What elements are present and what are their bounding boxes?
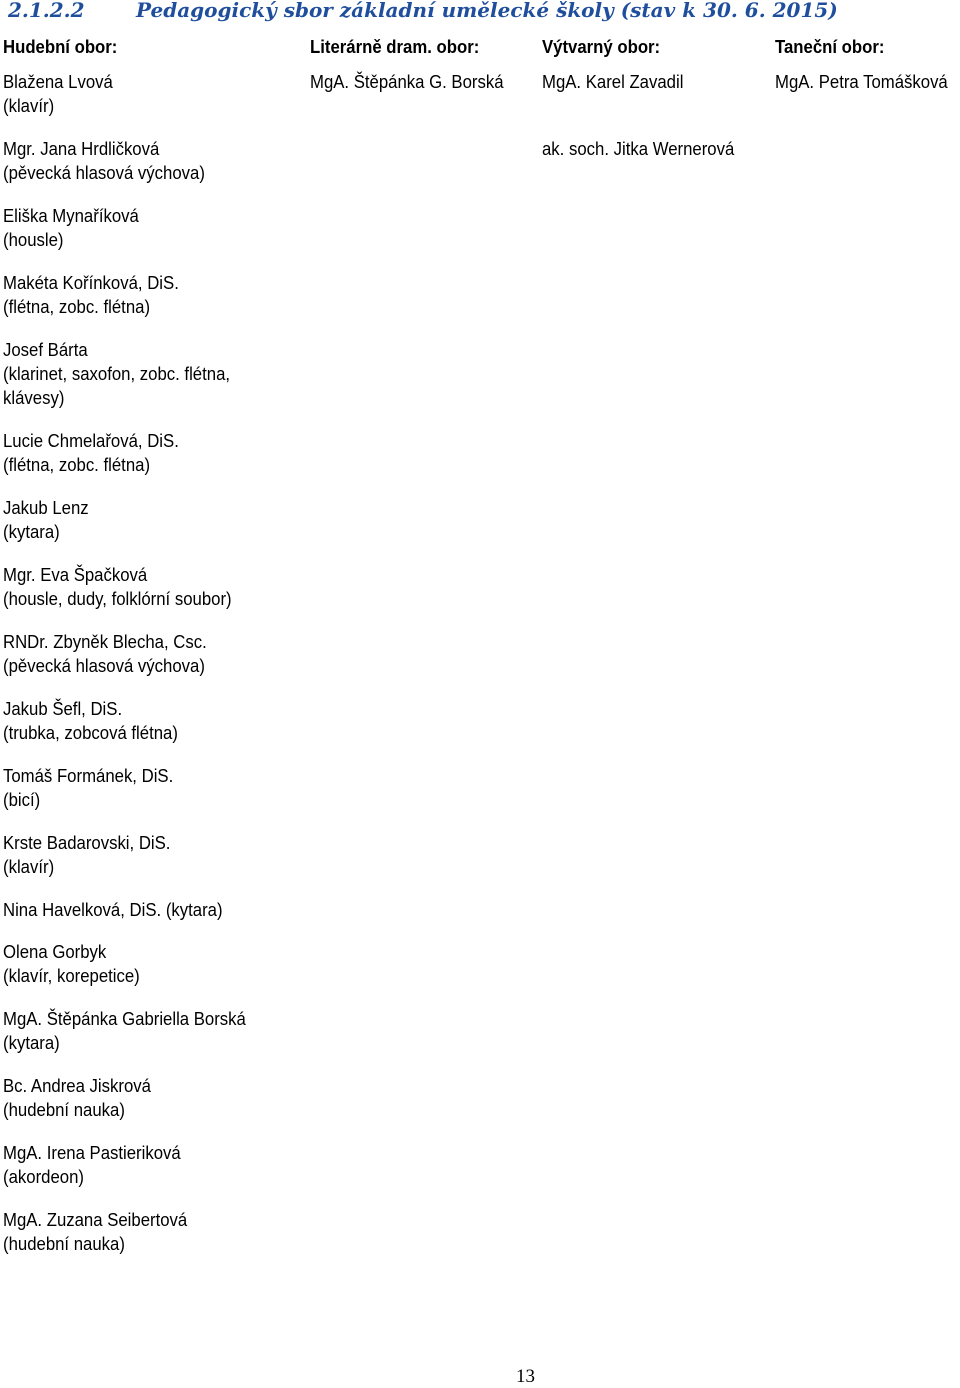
section-title: Pedagogický sbor základní umělecké školy (stav k 30. 6. 2015): [136, 0, 838, 22]
teacher-entry: [542, 137, 734, 161]
teacher-entry: [3, 563, 232, 611]
teacher-entry: [3, 1007, 246, 1055]
teacher-entry: [3, 496, 89, 544]
teacher-entry: [3, 697, 178, 745]
teacher-subject: (housle): [3, 230, 64, 250]
teacher-name: MgA. Štěpánka G. Borská: [310, 72, 504, 92]
teacher-name: MgA. Štěpánka Gabriella Borská: [3, 1009, 246, 1029]
teacher-name: Mgr. Jana Hrdličková: [3, 139, 160, 159]
column-title-hudebni: Hudební obor:: [3, 37, 118, 57]
teacher-entry: [3, 630, 207, 678]
teacher-subject: (hudební nauka): [3, 1100, 125, 1120]
teacher-name: RNDr. Zbyněk Blecha, Csc.: [3, 632, 207, 652]
teacher-name: ak. soch. Jitka Wernerová: [542, 139, 735, 159]
page-number: 13: [516, 1366, 535, 1387]
section-number: 2.1.2.2: [8, 0, 85, 22]
teacher-entry: [3, 898, 223, 922]
teacher-entry: [3, 831, 170, 879]
teacher-subject: (klavír, korepetice): [3, 966, 140, 986]
teacher-entry: [3, 764, 173, 812]
teacher-entry: [3, 940, 140, 988]
teacher-subject: (kytara): [3, 1033, 60, 1053]
teacher-name: Nina Havelková, DiS. (kytara): [3, 900, 223, 920]
teacher-entry: [3, 1208, 187, 1256]
teacher-entry: [3, 137, 205, 185]
teacher-entry: [775, 70, 948, 94]
teacher-name: Jakub Lenz: [3, 498, 89, 518]
teacher-subject: (housle, dudy, folklórní soubor): [3, 589, 232, 609]
teacher-name: Mgr. Eva Špačková: [3, 565, 148, 585]
teacher-subject: (flétna, zobc. flétna): [3, 455, 151, 475]
teacher-name: Krste Badarovski, DiS.: [3, 833, 171, 853]
column-title-literarne: Literárně dram. obor:: [310, 37, 480, 57]
teacher-name: Jakub Šefl, DiS.: [3, 699, 123, 719]
teacher-subject: (klavír): [3, 96, 55, 116]
teacher-entry: [3, 338, 230, 410]
teacher-name: MgA. Karel Zavadil: [542, 72, 684, 92]
teacher-entry: [310, 70, 504, 94]
teacher-entry: [3, 70, 113, 118]
teacher-entry: [3, 271, 179, 319]
teacher-subject: (bicí): [3, 790, 41, 810]
teacher-name: Josef Bárta: [3, 340, 88, 360]
teacher-entry: [3, 1074, 151, 1122]
teacher-name: MgA. Irena Pastieriková: [3, 1143, 181, 1163]
teacher-subject: (kytara): [3, 522, 60, 542]
teacher-name: Makéta Kořínková, DiS.: [3, 273, 179, 293]
teacher-subject: (pěvecká hlasová výchova): [3, 163, 205, 183]
teacher-subject: (pěvecká hlasová výchova): [3, 656, 205, 676]
teacher-subject: (flétna, zobc. flétna): [3, 297, 151, 317]
teacher-entry: [542, 70, 683, 94]
section-heading: [8, 0, 838, 26]
teacher-entry: [3, 429, 179, 477]
column-title-tanecni: Taneční obor:: [775, 37, 885, 57]
teacher-name: Tomáš Formánek, DiS.: [3, 766, 174, 786]
teacher-name: Blažena Lvová: [3, 72, 113, 92]
teacher-name: MgA. Petra Tomášková: [775, 72, 948, 92]
teacher-subject: (klarinet, saxofon, zobc. flétna,: [3, 364, 231, 384]
teacher-subject: (hudební nauka): [3, 1234, 125, 1254]
teacher-name: Eliška Mynaříková: [3, 206, 139, 226]
teacher-name: Bc. Andrea Jiskrová: [3, 1076, 151, 1096]
column-title-vytvarny: Výtvarný obor:: [542, 37, 661, 57]
teacher-subject: (akordeon): [3, 1167, 84, 1187]
teacher-name: MgA. Zuzana Seibertová: [3, 1210, 188, 1230]
teacher-name: Lucie Chmelařová, DiS.: [3, 431, 179, 451]
teacher-subject: (klavír): [3, 857, 55, 877]
teacher-entry: [3, 204, 139, 252]
teacher-entry: [3, 1141, 181, 1189]
teacher-subject: klávesy): [3, 388, 65, 408]
teacher-name: Olena Gorbyk: [3, 942, 107, 962]
teacher-subject: (trubka, zobcová flétna): [3, 723, 178, 743]
